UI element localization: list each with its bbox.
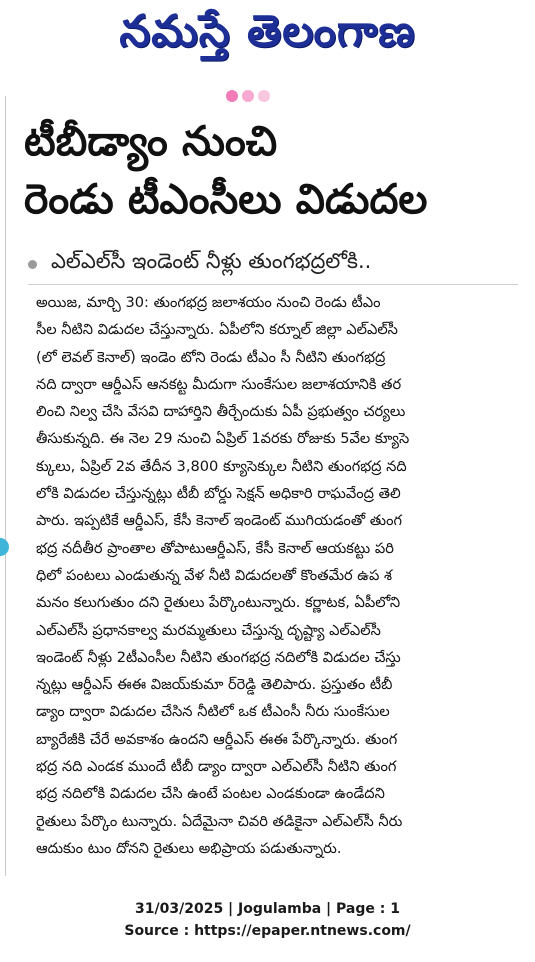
article-line: లోకి విడుదల చేస్తున్నట్లు టీబీ బోర్డు సెక్షన్ అధికారి రాఘవేంద్ర తెలి <box>36 485 401 503</box>
deco-dot <box>258 90 270 102</box>
footer-date-edition: 31/03/2025 | Jogulamba | Page : 1 <box>135 901 400 917</box>
article-line: ఇండెంట్ నీళ్లు 2టీఎంసీల నీటిని తుంగభద్ర నదిలోకి విడుదల చేస్తు <box>36 648 401 666</box>
article-line: ధిలో పంటలు ఎండుతున్న వేళ నీటి విడుదలతో కొంతమేర ఉప శ <box>36 566 392 584</box>
deco-dot <box>226 90 238 102</box>
decorative-dots <box>226 90 270 102</box>
article-line: న్నట్లు ఆర్డీఎస్ ఈఈ విజయ్‌కుమా ర్‌రెడ్డి తెలిపారు. ప్రస్తుతం టీబీ <box>36 676 393 694</box>
article-line: మనం కలుగుతుం దని రైతులు పేర్కొంటున్నారు. కర్ణాటక, ఏపీలోని <box>36 594 401 612</box>
article-line: భద్ర నదీతీర ప్రాంతాల తోపాటుఆర్డీఎస్, కేసీ కెనాల్ ఆయకట్టు పరి <box>36 539 394 557</box>
masthead <box>0 0 535 74</box>
edge-marker <box>0 538 9 556</box>
subheadline <box>28 246 528 282</box>
article-line: రైతులు పేర్కొం టున్నారు. ఏదేమైనా చివరి తడికైనా ఎల్‌ఎల్‌సీ నీరు <box>36 812 403 830</box>
article-line: భద్ర నదిలోకి విడుదల చేసి ఉంటే పంటల ఎండకుండా ఉండేదని <box>36 785 385 803</box>
subheadline-text: ఎల్‌ఎల్‌సీ ఇండెంట్ నీళ్లు తుంగభద్రలోకి.. <box>51 249 372 273</box>
article-line: పారు. ఇప్పటికే ఆర్డీఎస్, కేసీ కెనాల్ ఇండెంట్ ముగియడంతో తుంగ <box>36 512 403 530</box>
article-line: నది ద్వారా ఆర్డీఎస్ ఆనకట్ట మీదుగా సుంకేసుల జలాశయానికి తర <box>36 375 402 393</box>
headline-line-1: టీబీడ్యాం నుంచి <box>24 117 278 165</box>
footer-source: Source : https://epaper.ntnews.com/ <box>124 923 411 939</box>
article-line: డ్యాం ద్వారా విడుదల చేసిన నీటిలో ఒక టీఎంసీ నీరు సుంకేసుల <box>36 703 390 721</box>
article-line: భద్ర నది ఎండక ముందే టీబీ డ్యాం ద్వారా ఎల్‌ఎల్‌సీ నీటిని తుంగ <box>36 758 397 776</box>
article-line: తీసుకున్నది. ఈ నెల 29 నుంచి ఏప్రిల్ 1వరకు రోజుకు 5వేల క్యూసె <box>36 430 410 448</box>
headline-line-2: రెండు టీఎంసీలు విడుదల <box>24 175 428 223</box>
article-line: బ్యారేజీకి చేరే అవకాశం ఉందని ఆర్డీఎస్ ఈఈ పేర్కొన్నారు. తుంగ <box>36 730 398 748</box>
deco-dot <box>242 90 254 102</box>
article-line: లించి నిల్వ చేసి వేసవి దాహార్తిని తీర్చేందుకు ఏపీ ప్రభుత్వం చర్యలు <box>36 403 406 421</box>
subhead-divider <box>28 284 518 285</box>
article-line: ఎల్‌ఎల్‌సీ ప్రధానకాల్వ మరమ్మతులు చేస్తున్న దృష్ట్యా ఎల్‌ఎల్‌సీ <box>36 621 381 639</box>
article-body <box>36 289 526 862</box>
headline <box>24 112 524 228</box>
article-line: ఆదుకుం టుం దోనని రైతులు అభిప్రాయ పడుతున్నారు. <box>36 839 342 857</box>
article-line: క్కులు, ఏప్రిల్ 2వ తేదీన 3,800 క్యూసెక్కుల నీటిని తుంగభద్ర నది <box>36 457 407 475</box>
article-line: అయిజ, మార్చి 30: తుంగభద్ర జలాశయం నుంచి రెండు టీఎం <box>36 294 381 311</box>
article-line: (లో లెవల్ కెనాల్) ఇండెం టోని రెండు టీఎం సీ నీటిని తుంగభద్ర <box>36 348 386 366</box>
bullet-icon <box>28 260 37 269</box>
article-line: సీల నీటిని విడుదల చేస్తున్నారు. ఏపీలోని కర్నూల్ జిల్లా ఎల్‌ఎల్‌సీ <box>36 321 398 339</box>
newspaper-logo: నమస్తే తెలంగాణ <box>119 6 416 57</box>
page-footer <box>0 898 535 942</box>
column-rule <box>5 96 6 876</box>
